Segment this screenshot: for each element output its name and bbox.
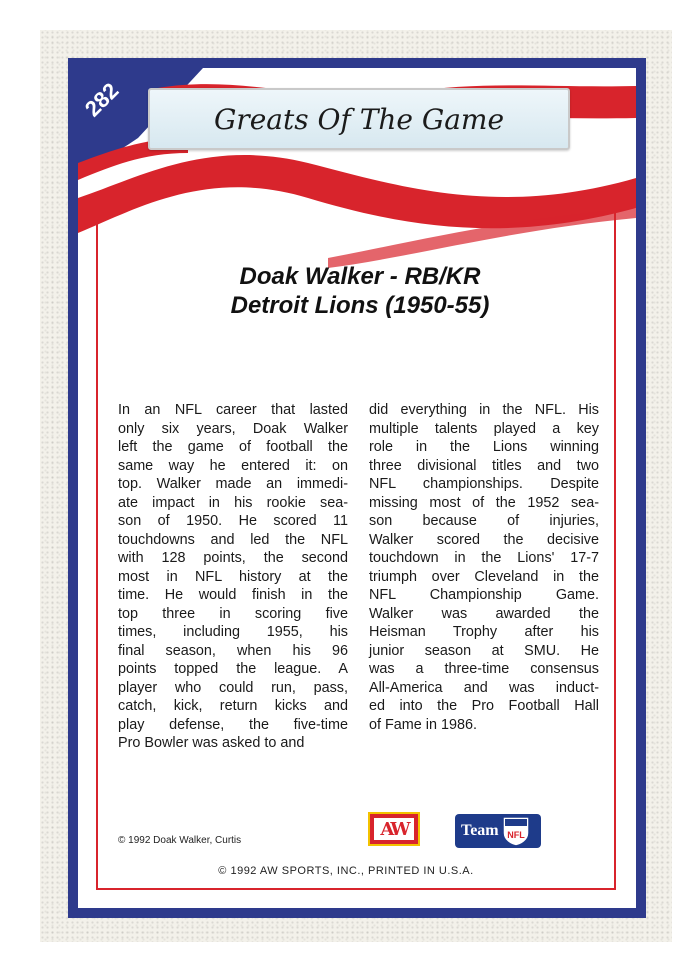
bio-line: three divisional titles and two [369,457,599,474]
team-logo-text: Team [461,822,499,839]
bio-line: ate impact in his rookie sea- [118,494,348,511]
bio-line: All-America and was induct- [369,679,599,696]
bio-line: points topped the league. A [118,661,348,677]
bio-line: In an NFL career that lasted [118,402,348,418]
bio-line: Heisman Trophy after his [369,624,599,640]
bio-line: with 128 points, the second [118,550,348,566]
player-team-years: Detroit Lions (1950-55) [230,292,490,319]
bio-line: top three in scoring five [118,605,348,622]
nfl-shield-text: NFL [506,830,525,840]
bio-line: touchdowns and led the NFL [118,531,348,548]
bio-line: most in NFL history at the [118,568,348,585]
bio-column-right [369,401,599,734]
bio-line: time. He would finish in the [118,587,348,603]
bio-column-left [118,401,348,753]
bio-line: only six years, Doak Walker [118,420,348,437]
bio-line: triumph over Cleveland in the [369,568,599,585]
bio-line: touchdown in the Lions' 17-7 [369,550,599,566]
bio-line: times, including 1955, his [118,624,348,640]
bio-line: same way he entered it: on [118,457,348,474]
aw-logo-text: AW [374,818,414,840]
bio-line: ed into the Pro Football Hall [369,698,599,714]
series-title: Greats Of The Game [213,102,505,136]
player-name-position: Doak Walker - RB/KR [239,263,481,290]
team-nfl-logo [455,814,541,848]
bio-line: NFL Championship Game. [369,587,599,603]
bio-line: top. Walker made an immedi- [118,476,348,492]
bio-line: was a three-time consensus [369,661,599,677]
bio-line: son of 1950. He scored 11 [118,513,348,529]
bio-line: multiple talents played a key [369,420,599,437]
series-title-banner [148,88,570,150]
bio-line: play defense, the five-time [118,716,348,733]
bio-line: Pro Bowler was asked to and [118,735,305,751]
bio-line: NFL championships. Despite [369,476,599,492]
card-number: 282 [79,77,124,122]
aw-sports-logo [368,812,420,846]
bio-line: role in the Lions winning [369,439,599,455]
nfl-shield-icon [501,815,531,847]
bio-line: son because of injuries, [369,513,599,529]
bio-line: of Fame in 1986. [369,716,477,733]
publisher-copyright: © 1992 AW SPORTS, INC., PRINTED IN U.S.A. [218,865,474,877]
bio-line: Walker was awarded the [369,605,599,622]
bio-line: final season, when his 96 [118,642,348,659]
bio-line: player who could run, pass, [118,679,348,696]
player-heading [150,262,570,320]
bio-line: junior season at SMU. He [369,642,599,659]
photo-credit: © 1992 Doak Walker, Curtis [118,835,242,846]
bio-line: left the game of football the [118,439,348,455]
bio-line: catch, kick, return kicks and [118,698,348,714]
bio-line: Walker scored the decisive [369,531,599,548]
bio-line: did everything in the NFL. His [369,402,599,418]
bio-line: missing most of the 1952 sea- [369,494,599,511]
